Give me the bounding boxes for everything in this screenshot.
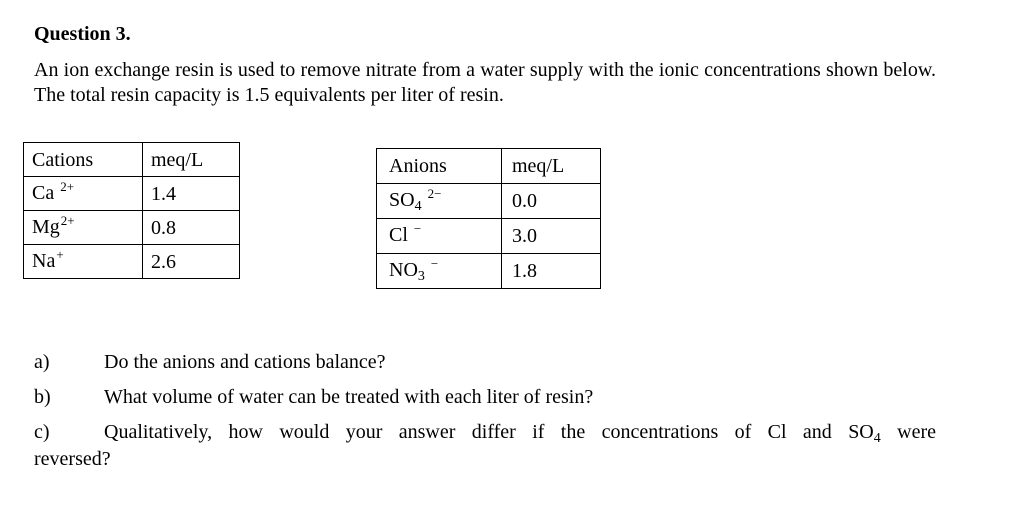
anion-value: 0.0 (502, 184, 601, 219)
question-label: c) (34, 421, 50, 443)
table-row (377, 254, 601, 289)
table-header-row (24, 143, 240, 177)
ion-charge: + (56, 246, 64, 262)
ion-charge: 2− (427, 185, 442, 201)
ion-symbol: Ca (32, 181, 55, 204)
question-heading: Question 3. (34, 23, 131, 45)
cation-value: 1.4 (143, 177, 240, 211)
question-c-line2: reversed? (34, 448, 111, 470)
cations-unit-header: meq/L (143, 143, 240, 177)
sulfate-subscript: 4 (873, 431, 881, 446)
ion-subscript: 3 (417, 268, 425, 284)
cations-table (23, 142, 240, 279)
cation-value: 0.8 (143, 211, 240, 245)
ion-symbol: Mg (32, 215, 60, 238)
ion-charge: 2+ (60, 178, 75, 194)
cation-value: 2.6 (143, 245, 240, 279)
question-text: Do the anions and cations balance? (104, 351, 386, 373)
table-row (377, 219, 601, 254)
anion-ion (377, 219, 502, 254)
anions-unit-header: meq/L (502, 149, 601, 184)
question-label: a) (34, 351, 50, 373)
table-row (24, 177, 240, 211)
anions-table (376, 148, 601, 289)
question-intro: An ion exchange resin is used to remove nitrate from a water supply with the ionic concentrations shown below. The total resin capacity is 1.5 equivalents per liter of resin. (34, 59, 936, 106)
question-text: Qualitatively, how would your answer differ if the concentrations of Cl and SO (104, 421, 874, 443)
question-text: What volume of water can be treated with each liter of resin? (104, 386, 594, 408)
cations-header: Cations (24, 143, 143, 177)
ion-charge: − (430, 255, 439, 271)
cation-ion (24, 211, 143, 245)
table-row (24, 211, 240, 245)
question-c (34, 420, 936, 472)
anion-ion (377, 254, 502, 289)
question-c-line1 (34, 420, 936, 447)
anion-ion (377, 184, 502, 219)
ion-symbol: Na (32, 249, 56, 272)
cation-ion (24, 177, 143, 211)
ion-charge: 2+ (60, 212, 75, 228)
ion-charge: − (413, 221, 422, 236)
question-text-end: were (880, 421, 937, 443)
ion-symbol: SO (389, 188, 415, 211)
ion-symbol: NO (389, 258, 418, 281)
anion-value: 1.8 (502, 254, 601, 289)
question-b (34, 385, 593, 410)
cation-ion (24, 245, 143, 279)
question-a (34, 350, 386, 375)
ion-symbol: Cl (389, 224, 408, 246)
ion-subscript: 4 (414, 198, 422, 214)
table-row (377, 184, 601, 219)
table-row (24, 245, 240, 279)
question-label: b) (34, 386, 51, 408)
anion-value: 3.0 (502, 219, 601, 254)
table-header-row (377, 149, 601, 184)
anions-header: Anions (377, 149, 502, 184)
